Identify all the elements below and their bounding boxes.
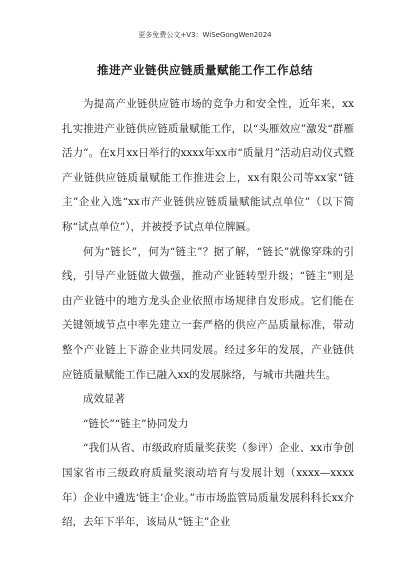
document-title: 推进产业链供应链质量赋能工作工作总结 [97,63,313,77]
sub-heading: “链长”“链主”协同发力 [83,417,189,430]
document-body [62,92,354,535]
header-note: 更多免费公文+V3：WiSeGongWen2024 [138,31,272,39]
section-heading: 成效显著 [83,393,125,406]
paragraph-chain-definition: 何为“链长”，何为“链主”？据了解，“链长”就像穿珠的引线，引导产业链做大做强，推动产业链转型升级；“链主”则是由产业链中的地方龙头企业依照市场规律自发形成。它们能在关键领域节点中率先建立一套严格的供应产品质量标准，带动整个产业链上下游企业共同发展。经过多年的发展，产业链供应链质量赋能工作已融入xx的发展脉络，与城市共融共生。 [62,245,354,381]
paragraph-selection: “我们从省、市级政府质量奖获奖（参评）企业、xx市争创国家省市三级政府质量奖滚动培育与发展计划（xxxx—xxxx年）企业中遴选‘链主’企业。”市市场监管局质量发展科科长xx介绍，去年下半年，该局从“链主”企业 [62,442,354,529]
paragraph-intro: 为提高产业链供应链市场的竞争力和安全性，近年来，xx扎实推进产业链供应链质量赋能工作，以“头雁效应”激发“群雁活力”。在x月xx日举行的xxxx年xx市“质量月”活动启动仪式暨产业链供应链质量赋能工作推进会上，xx有限公司等xx家“链主”企业入选“xx市产业链供应链质量赋能试点单位”（以下简称“试点单位”），并被授予试点单位牌匾。 [62,98,354,233]
